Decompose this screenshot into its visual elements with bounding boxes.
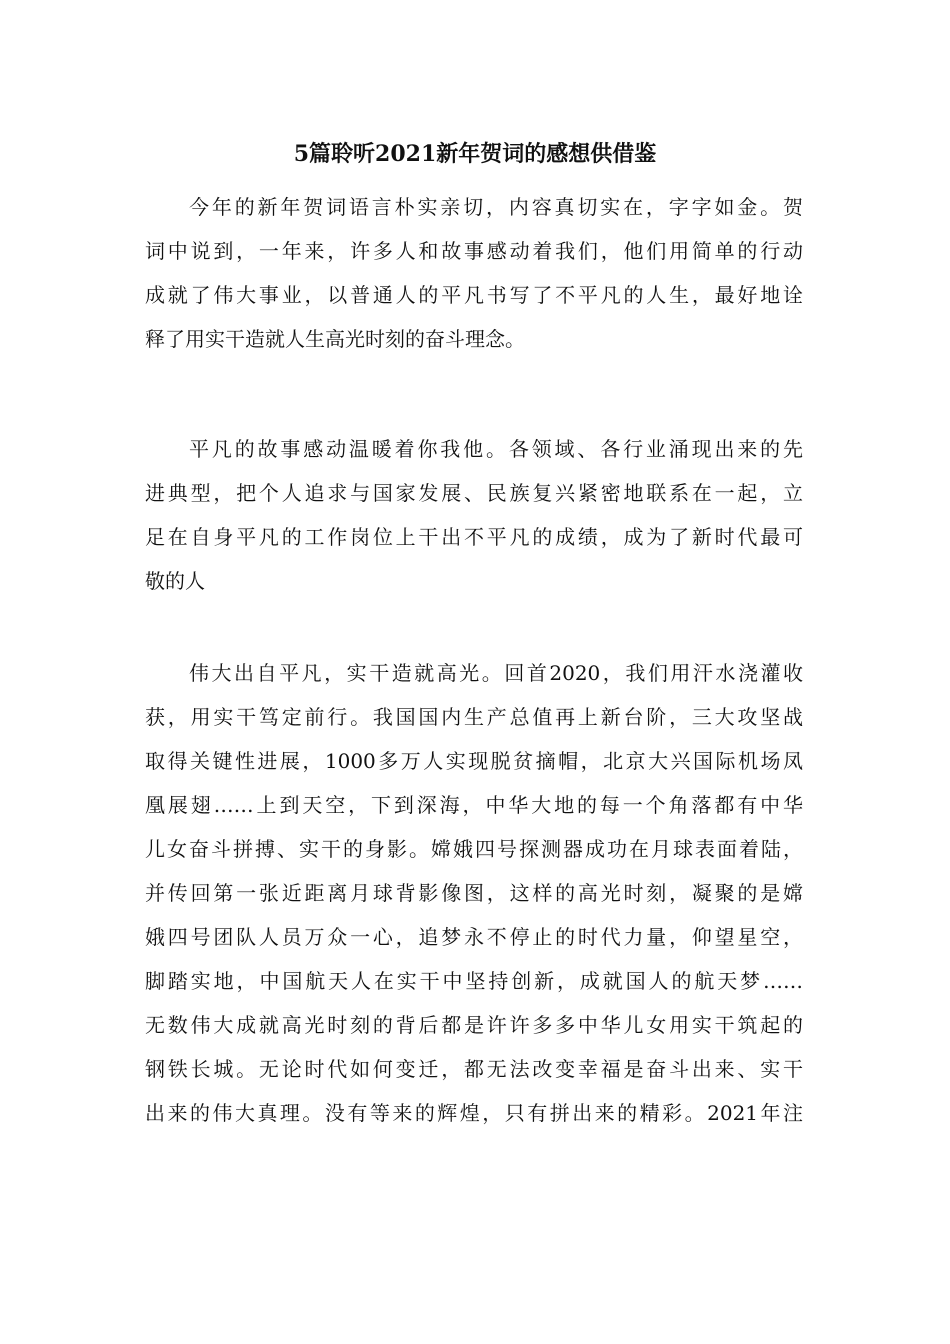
paragraph-line: 娥四号团队人员万众一心，追梦永不停止的时代力量，仰望星空，	[145, 925, 803, 949]
paragraph-line: 脚踏实地，中国航天人在实干中坚持创新，成就国人的航天梦……	[145, 969, 803, 993]
paragraph-line: 释了用实干造就人生高光时刻的奋斗理念。	[145, 327, 525, 351]
paragraph-line: 并传回第一张近距离月球背影像图，这样的高光时刻，凝聚的是嫦	[145, 881, 803, 905]
paragraph-line: 儿女奋斗拼搏、实干的身影。嫦娥四号探测器成功在月球表面着陆，	[145, 837, 803, 861]
paragraph-line: 足在自身平凡的工作岗位上干出不平凡的成绩，成为了新时代最可	[145, 525, 803, 549]
paragraph-line: 出来的伟大真理。没有等来的辉煌，只有拼出来的精彩。2021年注	[145, 1101, 803, 1125]
paragraph-line: 伟大出自平凡，实干造就高光。回首2020，我们用汗水浇灌收	[189, 661, 803, 685]
paragraph-line: 无数伟大成就高光时刻的背后都是许许多多中华儿女用实干筑起的	[145, 1013, 803, 1037]
paragraph-line: 获，用实干笃定前行。我国国内生产总值再上新台阶，三大攻坚战	[145, 705, 803, 729]
paragraph-line: 今年的新年贺词语言朴实亲切，内容真切实在，字字如金。贺	[189, 195, 803, 219]
paragraph-1	[145, 185, 803, 361]
paragraph-line: 钢铁长城。无论时代如何变迁，都无法改变幸福是奋斗出来、实干	[145, 1057, 803, 1081]
paragraph-line: 取得关键性进展，1000多万人实现脱贫摘帽，北京大兴国际机场凤	[145, 749, 803, 773]
paragraph-line: 凰展翅……上到天空，下到深海，中华大地的每一个角落都有中华	[145, 793, 803, 817]
paragraph-line: 词中说到，一年来，许多人和故事感动着我们，他们用简单的行动	[145, 239, 803, 263]
paragraph-line: 成就了伟大事业，以普通人的平凡书写了不平凡的人生，最好地诠	[145, 283, 803, 307]
paragraph-line: 敬的人	[145, 569, 205, 593]
paragraph-line: 平凡的故事感动温暖着你我他。各领域、各行业涌现出来的先	[189, 437, 803, 461]
document-title: 5篇聆听2021新年贺词的感想供借鉴	[293, 141, 657, 167]
paragraph-3	[145, 651, 803, 1135]
paragraph-line: 进典型，把个人追求与国家发展、民族复兴紧密地联系在一起，立	[145, 481, 803, 505]
paragraph-2	[145, 427, 803, 603]
